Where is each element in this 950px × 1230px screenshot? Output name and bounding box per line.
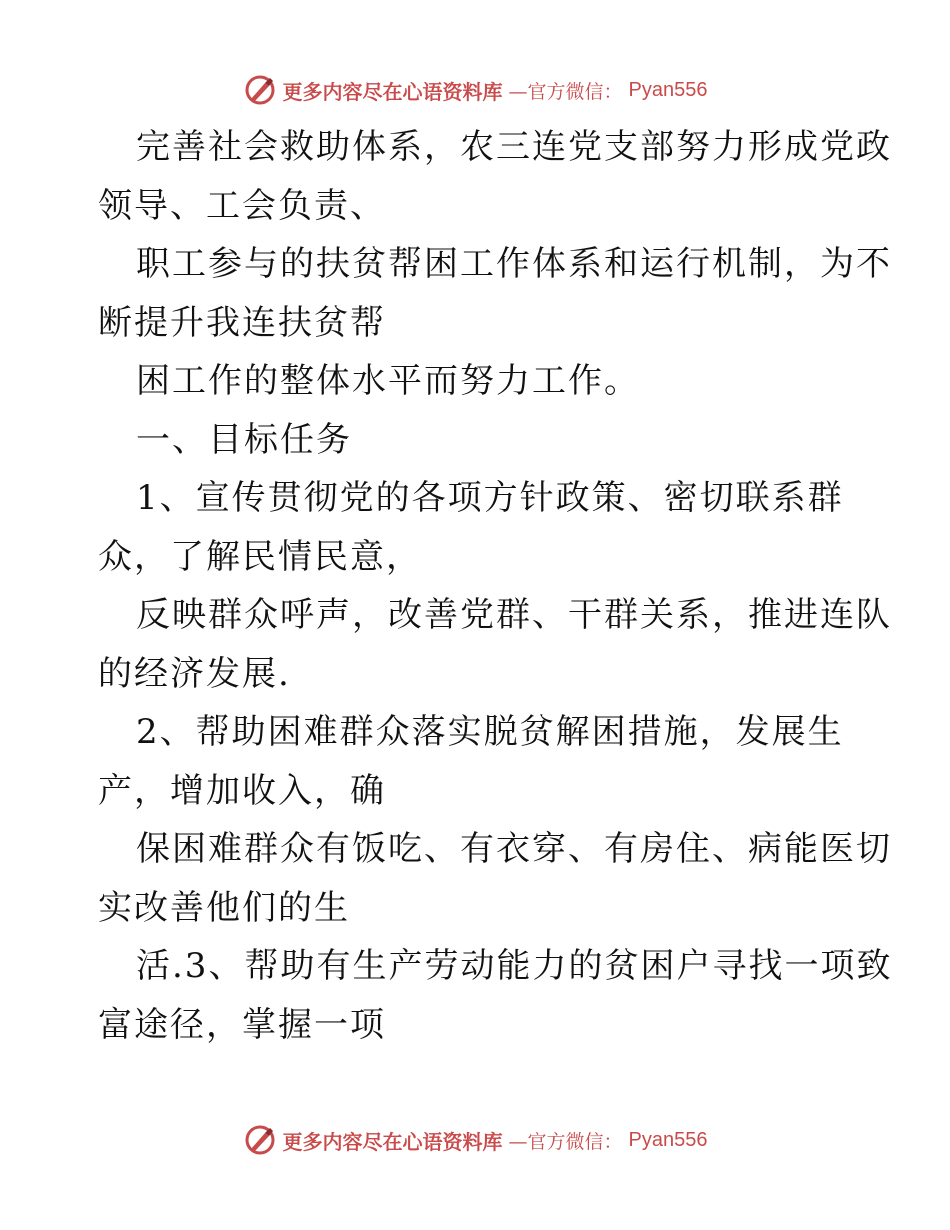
section-heading: 一、目标任务 [136, 419, 352, 460]
text-line: 富途径，掌握一项 [98, 1004, 386, 1045]
document-body [98, 118, 893, 1054]
text-line: 1、宣传贯彻党的各项方针政策、密切联系群 [136, 478, 844, 518]
text-line: 活.3、帮助有生产劳动能力的贫困户寻找一项致 [136, 946, 893, 986]
banner-main-text: 更多内容尽在心语资料库 [282, 79, 503, 104]
text-line: 实改善他们的生 [98, 887, 350, 928]
text-line: 产，增加收入，确 [98, 770, 386, 811]
banner-sub-text: —官方微信： [508, 80, 623, 103]
banner-handle-text: Pyan556 [628, 78, 708, 101]
header-watermark-banner [0, 70, 950, 110]
text-line: 保困难群众有饭吃、有衣穿、有房住、病能医切 [136, 829, 892, 869]
banner-main-text: 更多内容尽在心语资料库 [282, 1129, 503, 1154]
text-line: 领导、工会负责、 [98, 185, 386, 226]
pen-logo-icon [243, 1123, 277, 1157]
text-line: 反映群众呼声，改善党群、干群关系，推进连队 [136, 595, 892, 635]
text-line: 断提升我连扶贫帮 [98, 302, 386, 343]
pen-logo-icon [243, 73, 277, 107]
text-line: 困工作的整体水平而努力工作。 [136, 361, 640, 401]
banner-handle-text: Pyan556 [628, 1128, 708, 1151]
banner-sub-text: —官方微信： [508, 1130, 623, 1153]
text-line: 职工参与的扶贫帮困工作体系和运行机制，为不 [136, 244, 892, 284]
text-line: 的经济发展. [98, 653, 291, 694]
text-line: 完善社会救助体系，农三连党支部努力形成党政 [136, 127, 892, 167]
text-line: 众，了解民情民意， [98, 536, 422, 577]
text-line: 2、帮助困难群众落实脱贫解困措施，发展生 [136, 712, 844, 752]
footer-watermark-banner [0, 1120, 950, 1160]
